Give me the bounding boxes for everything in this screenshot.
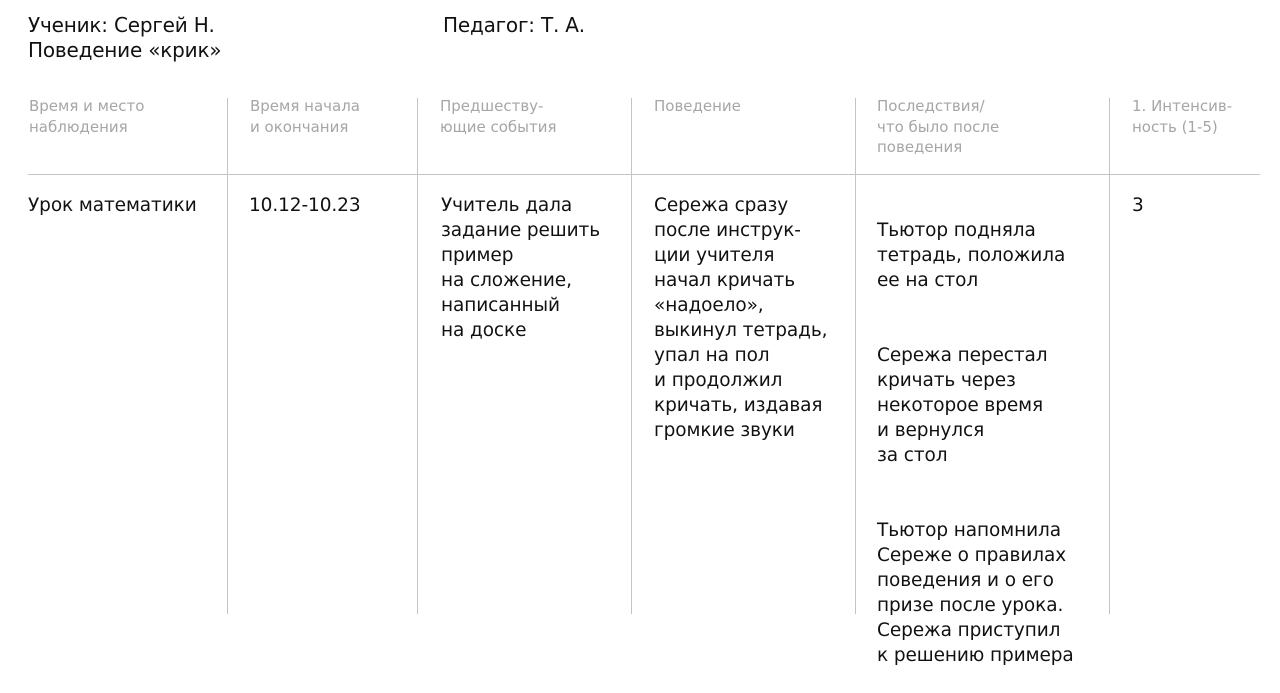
cell-behavior: Сережа сразу после инструк- ции учителя начал кричать «надоело», выкинул тетрадь, упал на пол и продолжил кричать, издавая громкие звуки: [654, 195, 828, 441]
cell-antecedent: Учитель дала задание решить пример на сложение, написанный на доске: [441, 195, 601, 341]
teacher-name: Педагог: Т. А.: [443, 13, 585, 37]
column-header-consequences: Последствия/ что было после поведения: [877, 97, 1000, 156]
column-divider: [855, 98, 856, 614]
column-header-place: Время и место наблюдения: [29, 97, 145, 136]
column-header-antecedent: Предшеству- ющие события: [440, 97, 557, 136]
column-divider: [631, 98, 632, 614]
consequence-paragraph: Сережа перестал кричать через некоторое время и вернулся за стол: [877, 345, 1048, 466]
column-header-time: Время начала и окончания: [250, 97, 360, 136]
cell-place: Урок математики: [28, 195, 197, 216]
consequence-paragraph: Тьютор напомнила Сереже о правилах поведения и о его призе после урока. Сережа приступил к решению примера: [877, 520, 1074, 666]
column-header-behavior: Поведение: [654, 97, 741, 115]
header-divider: [28, 174, 1260, 175]
consequence-paragraph: Тьютор подняла тетрадь, положила ее на стол: [877, 220, 1066, 291]
column-divider: [417, 98, 418, 614]
cell-time: 10.12-10.23: [249, 195, 361, 216]
column-header-intensity: 1. Интенсив- ность (1-5): [1132, 97, 1233, 136]
cell-intensity: 3: [1132, 195, 1144, 216]
student-name: Ученик: Сергей Н.: [28, 13, 215, 37]
column-divider: [1109, 98, 1110, 614]
behavior-title: Поведение «крик»: [28, 38, 222, 62]
column-divider: [227, 98, 228, 614]
cell-consequences: [877, 193, 1107, 693]
